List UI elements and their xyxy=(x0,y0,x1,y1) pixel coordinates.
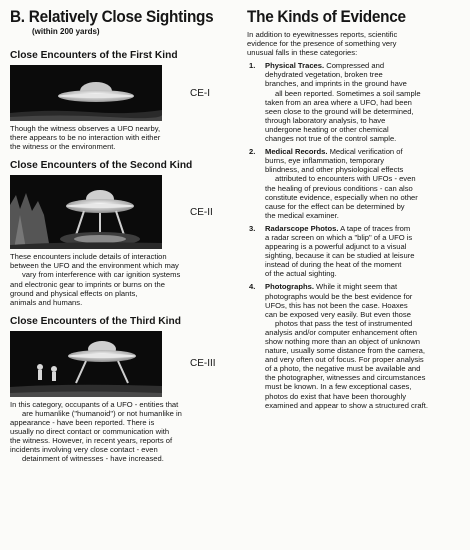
evidence-item xyxy=(247,282,465,409)
evidence-item xyxy=(247,224,465,279)
evidence-item xyxy=(247,61,465,143)
section-subtitle: (within 200 yards) xyxy=(32,27,100,36)
text-line: ground and physical effects on plants, xyxy=(10,288,138,298)
evidence-title: The Kinds of Evidence xyxy=(247,8,406,26)
text-line: the witness. However, in recent years, reports of xyxy=(10,436,173,446)
text-line: the witness or the environment. xyxy=(10,142,116,152)
evidence-term: Physical Traces. xyxy=(265,61,325,71)
left-column xyxy=(10,8,232,464)
text-line: blindness, and other physiological effects xyxy=(265,165,404,175)
section-title: B. Relatively Close Sightings xyxy=(10,8,214,26)
text-line: detainment of witnesses - have increased. xyxy=(22,454,164,464)
evidence-term: Medical Records. xyxy=(265,147,328,157)
evidence-number: 3. xyxy=(249,223,256,233)
evidence-number: 2. xyxy=(249,147,256,157)
text-line: show nothing more than an object of unknown xyxy=(265,337,420,346)
evidence-term: Photographs. xyxy=(265,282,314,292)
text-line: evidence for the presence of something very xyxy=(247,39,397,49)
evidence-item xyxy=(247,147,465,220)
text-line: Photographs. While it might seem that xyxy=(265,282,398,292)
encounter-title: Close Encounters of the Third Kind xyxy=(10,315,181,327)
text-line: burns, eye inflammation, temporary xyxy=(265,156,385,166)
text-line: there appears to be no interaction with either xyxy=(10,133,161,143)
text-line: instead of during the heat of the moment xyxy=(265,260,402,270)
text-line: nature, usually some distance from the camera, xyxy=(265,346,425,356)
text-line: seen close to the ground will be determined, xyxy=(265,106,414,116)
right-column xyxy=(247,8,465,414)
text-line: vary from interference with car ignition systems xyxy=(22,270,181,280)
text-line: UFOs, this has not been the case. Hoaxes xyxy=(265,300,408,310)
text-line: changes not true of the control sample. xyxy=(265,134,397,144)
text-line: and very often out of focus. For proper analysis xyxy=(265,355,424,365)
text-line: all been reported. Sometimes a soil sample xyxy=(275,88,421,98)
evidence-number: 4. xyxy=(249,282,256,292)
text-line: Medical Records. Medical verification of xyxy=(265,147,403,157)
evidence-list xyxy=(247,61,465,409)
encounter-description xyxy=(10,400,232,464)
text-line: are humanlike ("humanoid") or not humanlike in xyxy=(22,408,182,418)
encounter-first-kind xyxy=(10,50,232,151)
text-line: analysis and/or computer enhancement often xyxy=(265,327,417,337)
text-line: photos that pass the test of instrumented xyxy=(275,318,413,328)
encounter-third-kind xyxy=(10,316,232,464)
text-line: photographs would be the best evidence for xyxy=(265,291,413,301)
text-line: can be exposed very easily. But even those xyxy=(265,309,411,319)
text-line: examined and appear to show a structured craft. xyxy=(265,400,428,410)
text-line: taken from an area where a UFO, had been xyxy=(265,97,412,107)
text-line: cause for the effect can be determined by xyxy=(265,201,405,211)
evidence-term: Radarscope Photos. xyxy=(265,223,339,233)
encounter-description xyxy=(10,124,232,151)
text-line: These encounters include details of interaction xyxy=(10,252,167,262)
text-line: unusual falls in these categories: xyxy=(247,48,358,58)
text-line: and electronic gear to imprints or burns on the xyxy=(10,279,165,289)
text-line: between the UFO and the environment which may xyxy=(10,261,179,271)
text-line: Physical Traces. Compressed and xyxy=(265,61,385,71)
text-line: In this category, occupants of a UFO - entities that xyxy=(10,399,179,409)
text-line: usually no direct contact or communication with xyxy=(10,427,170,437)
text-line: sighting, because it can be studied at leisure xyxy=(265,251,415,261)
ufo-illustration-ce1 xyxy=(10,65,162,121)
text-line: constitute evidence, especially when no other xyxy=(265,192,418,202)
encounter-description xyxy=(10,252,232,307)
text-line: appearance - have been reported. There is xyxy=(10,418,155,428)
text-line: undergone heating or other chemical xyxy=(265,124,389,134)
text-line: through laboratory analysis, to have xyxy=(265,115,386,125)
text-line: Radarscope Photos. A tape of traces from xyxy=(265,223,411,233)
text-line: the medical examiner. xyxy=(265,210,339,220)
encounter-second-kind xyxy=(10,160,232,307)
encounter-label: CE-II xyxy=(190,206,213,218)
text-line: animals and humans. xyxy=(10,297,83,307)
text-line: dehydrated vegetation, broken tree xyxy=(265,70,383,80)
evidence-intro xyxy=(247,30,465,57)
text-line: Though the witness observes a UFO nearby, xyxy=(10,124,161,133)
text-line: the photographer, witnesses and circumstances xyxy=(265,373,426,383)
text-line: attributed to encounters with UFOs - even xyxy=(275,174,416,184)
encounter-label: CE-I xyxy=(190,87,210,99)
text-line: a radar screen on which a "blip" of a UFO is xyxy=(265,232,413,242)
text-line: incidents involving very close contact - even xyxy=(10,445,158,455)
text-line: the healing of previous conditions - can also xyxy=(265,183,413,193)
encounter-title: Close Encounters of the Second Kind xyxy=(10,160,193,172)
encounter-label: CE-III xyxy=(190,358,216,370)
text-line: of the actual sighting. xyxy=(265,269,337,279)
text-line: photos do exist that have been thoroughly xyxy=(265,391,407,401)
evidence-number: 1. xyxy=(249,61,256,71)
ufo-illustration-ce2 xyxy=(10,175,162,249)
text-line: appearing is a powerful adjunct to a visual xyxy=(265,242,407,252)
text-line: of a photo, the negative must be available and xyxy=(265,364,421,374)
text-line: must be known. In a few exceptional cases, xyxy=(265,382,412,392)
encounter-title: Close Encounters of the First Kind xyxy=(10,50,178,61)
text-line: In addition to eyewitnesses reports, scientific xyxy=(247,30,398,39)
text-line: branches, and imprints in the ground have xyxy=(265,79,407,89)
ufo-illustration-ce3 xyxy=(10,331,162,397)
